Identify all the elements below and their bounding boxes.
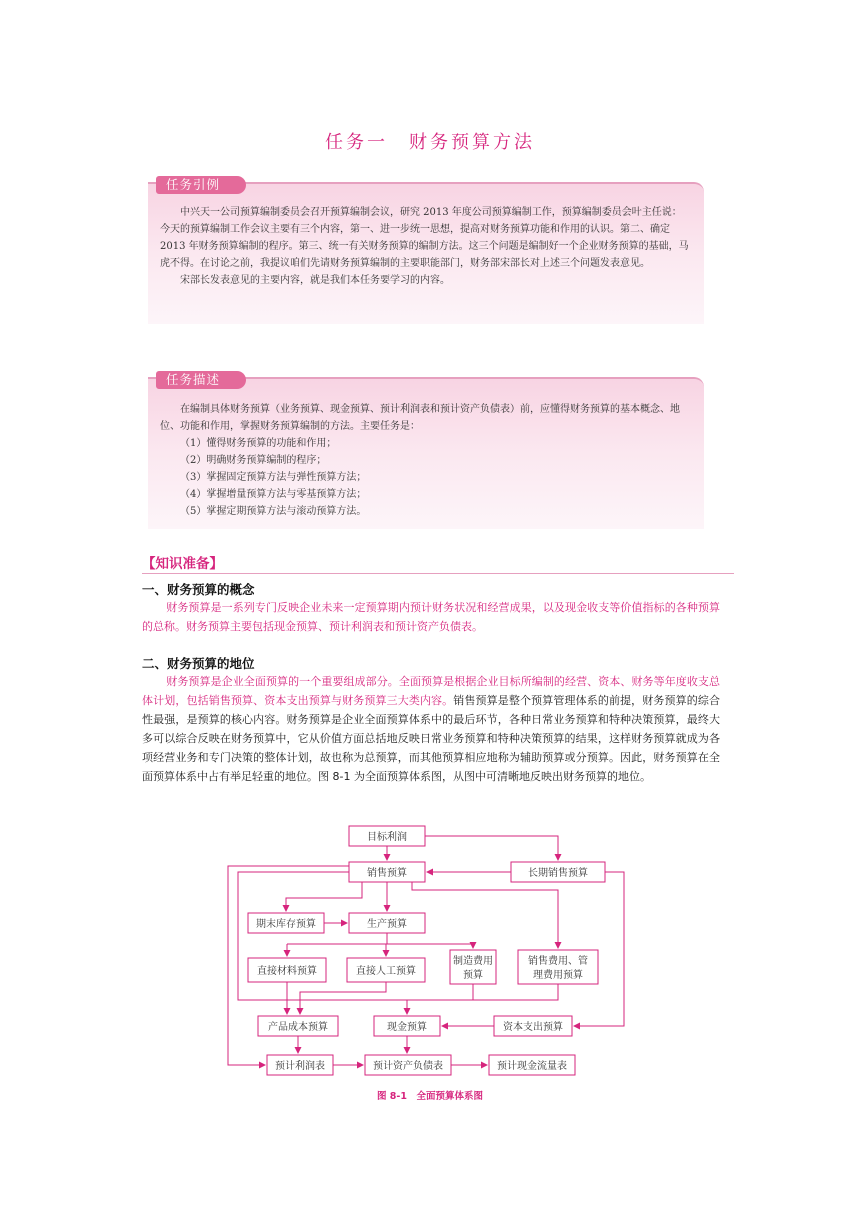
section2-heading: 二、财务预算的地位 xyxy=(142,656,255,671)
section1-body: 财务预算是一系列专门反映企业未来一定预算期内预计财务状况和经营成果，以及现金收支等价值指标的各种预算的总称。财务预算主要包括现金预算、预计利润表和预计资产负债表。 xyxy=(142,601,720,633)
label-income-statement: 预计利润表 xyxy=(275,1061,325,1072)
task-item-5: （5）掌握定期预算方法与滚动预算方法。 xyxy=(180,506,367,517)
section2-text xyxy=(142,672,720,786)
label-selling-admin-2: 理费用预算 xyxy=(533,970,583,981)
task-item-1: （1）懂得财务预算的功能和作用； xyxy=(180,438,337,449)
page-title: 任务一 财务预算方法 xyxy=(325,132,535,153)
case-paragraph-2: 宋部长发表意见的主要内容，就是我们本任务要学习的内容。 xyxy=(180,275,450,286)
label-sales-budget: 销售预算 xyxy=(367,868,407,879)
case-box-tag: 任务引例 xyxy=(156,176,246,194)
label-overhead-1: 制造费用 xyxy=(453,956,493,967)
budget-system-diagram xyxy=(222,822,632,1084)
knowledge-heading: 【知识准备】 xyxy=(142,552,223,572)
section1-text xyxy=(142,598,720,636)
case-paragraph-1: 中兴天一公司预算编制委员会召开预算编制会议，研究 2013 年度公司预算编制工作，预算编制委员会叶主任说：今天的预算编制工作会议主要有三个内容，第一、进一步统一思想，提高对财务预算功能和作用的认识。第二、确定 2013 年财务预算编制的程序。第三、统一有关财务预算的编制方法。这三个问题是编制好一个企业财务预算的基础，马虎不得。在讨论之前，我提议咱们先请财务预算编制的主要职能部门，财务部宋部长对上述三个问题发表意见。 xyxy=(160,207,689,269)
label-product-cost: 产品成本预算 xyxy=(268,1022,328,1033)
label-balance-sheet: 预计资产负债表 xyxy=(373,1061,443,1072)
figure-caption: 图 8-1 全面预算体系图 xyxy=(377,1091,483,1102)
label-cash-budget: 现金预算 xyxy=(387,1022,427,1033)
case-box-body xyxy=(160,204,690,289)
task-desc-tag: 任务描述 xyxy=(156,371,246,389)
label-direct-labor: 直接人工预算 xyxy=(356,966,416,977)
task-item-2: （2）明确财务预算编制的程序； xyxy=(180,455,327,466)
task-item-3: （3）掌握固定预算方法与弹性预算方法； xyxy=(180,472,367,483)
label-production: 生产预算 xyxy=(367,919,407,930)
label-ending-inventory: 期末库存预算 xyxy=(256,919,316,930)
label-target-profit: 目标利润 xyxy=(367,832,407,843)
task-desc-intro: 在编制具体财务预算（业务预算、现金预算、预计利润表和预计资产负债表）前，应懂得财务预算的基本概念、地位、功能和作用，掌握财务预算编制的方法。主要任务是： xyxy=(160,404,680,432)
label-long-term-sales: 长期销售预算 xyxy=(528,868,588,879)
section2-pink: 财务预算是企业全面预算的一个重要组成部分。全面预算是根据企业目标所编制的经营、资本、财务等年度收支总体计划，包括销售预算、资本支出预算与财务预算三大类内容。 xyxy=(142,675,720,707)
task-desc-box xyxy=(148,372,704,529)
label-capex: 资本支出预算 xyxy=(503,1022,563,1033)
label-selling-admin-1: 销售费用、管 xyxy=(528,956,588,967)
label-overhead-2: 预算 xyxy=(463,970,483,981)
label-direct-material: 直接材料预算 xyxy=(257,966,317,977)
label-cash-flow: 预计现金流量表 xyxy=(497,1061,567,1072)
section2-dark: 销售预算是整个预算管理体系的前提，财务预算的综合性最强，是预算的核心内容。财务预算是企业全面预算体系中的最后环节，各种日常业务预算和特种决策预算，最终大多可以综合反映在财务预算中，它从价值方面总括地反映日常业务预算和特种决策预算的结果，这样财务预算就成为各项经营业务和专门决策的整体计划，故也称为总预算，而其他预算相应地称为辅助预算或分预算。因此，财务预算在全面预算体系中占有举足轻重的地位。图 8-1 为全面预算体系图，从图中可清晰地反映出财务预算的地位。 xyxy=(142,694,721,783)
task-item-4: （4）掌握增量预算方法与零基预算方法； xyxy=(180,489,367,500)
case-box xyxy=(148,177,704,324)
section1-heading: 一、财务预算的概念 xyxy=(142,582,255,597)
task-desc-body xyxy=(160,401,690,520)
